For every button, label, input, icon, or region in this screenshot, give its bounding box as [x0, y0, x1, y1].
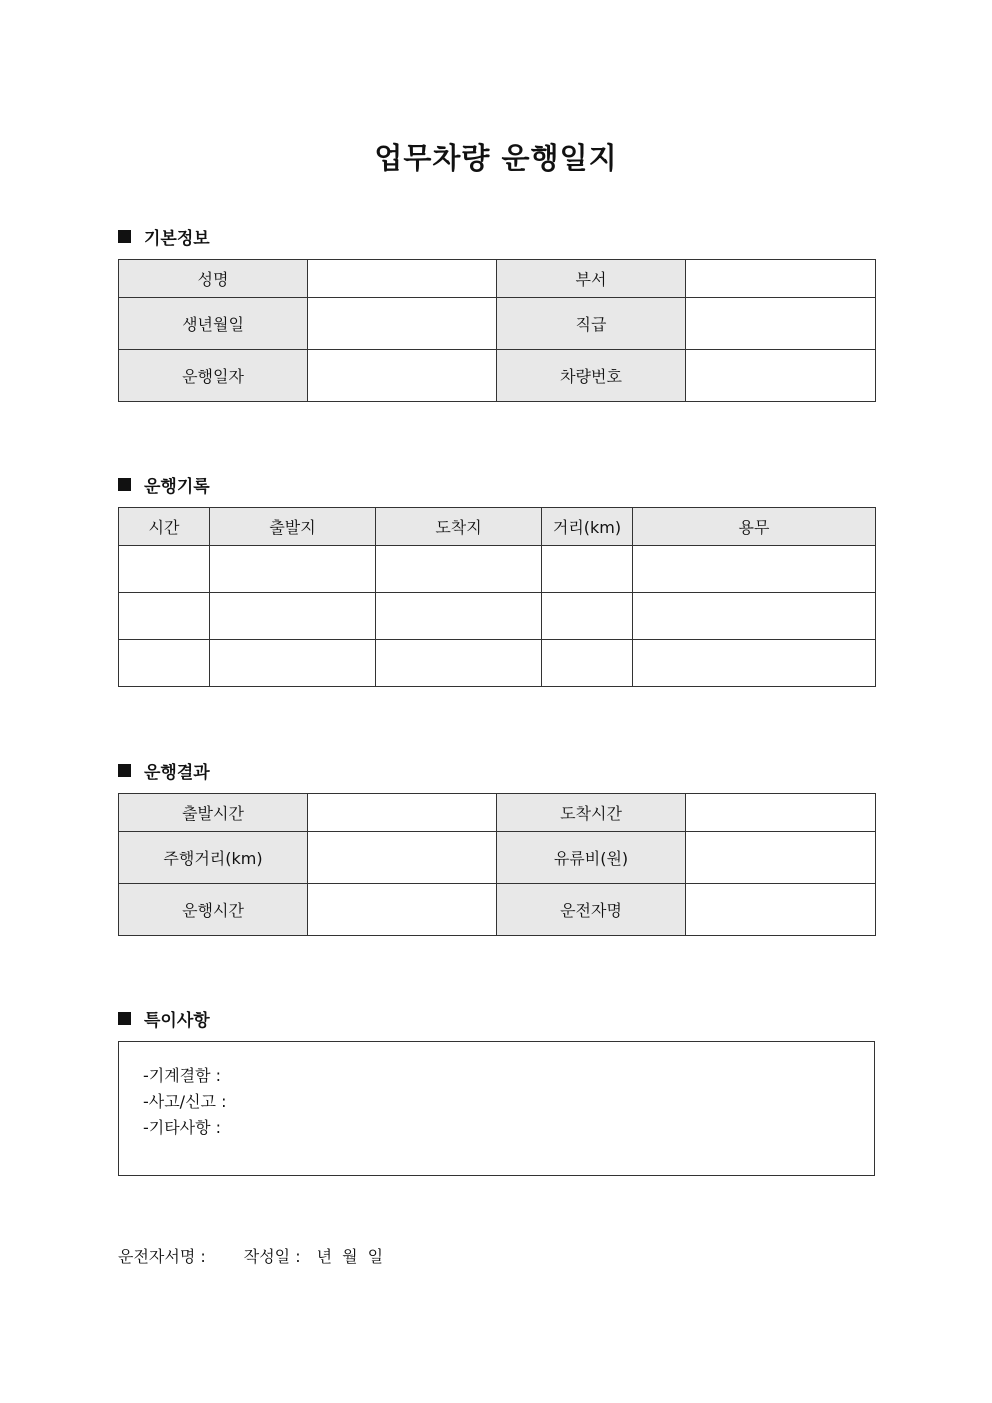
departure-time-field[interactable] — [308, 794, 497, 832]
mileage-field[interactable] — [308, 832, 497, 884]
department-label: 부서 — [497, 260, 686, 298]
purpose-cell[interactable] — [633, 593, 876, 640]
name-field[interactable] — [308, 260, 497, 298]
arrival-time-label: 도착시간 — [497, 794, 686, 832]
table-row — [119, 640, 876, 687]
fuel-cost-label: 유류비(원) — [497, 832, 686, 884]
distance-cell[interactable] — [542, 546, 633, 593]
fuel-cost-field[interactable] — [686, 832, 876, 884]
square-bullet-icon — [118, 1012, 131, 1025]
position-field[interactable] — [686, 298, 876, 350]
month-label: 월 — [342, 1247, 358, 1266]
driver-name-field[interactable] — [686, 884, 876, 936]
footer — [118, 1244, 383, 1267]
remark-other: -기타사항 : — [143, 1118, 222, 1137]
column-header-time: 시간 — [119, 508, 210, 546]
time-cell[interactable] — [119, 640, 210, 687]
day-label: 일 — [367, 1247, 384, 1266]
distance-cell[interactable] — [542, 593, 633, 640]
departure-cell[interactable] — [210, 546, 376, 593]
basic-info-table — [118, 259, 876, 402]
basic-info-heading — [118, 224, 210, 249]
destination-cell[interactable] — [376, 546, 542, 593]
page-title: 업무차량 운행일지 — [374, 141, 618, 175]
destination-cell[interactable] — [376, 640, 542, 687]
drive-result-heading-text: 운행결과 — [144, 763, 210, 783]
drive-log-heading-text: 운행기록 — [144, 477, 210, 497]
square-bullet-icon — [118, 230, 131, 243]
name-label: 성명 — [119, 260, 308, 298]
birthdate-label: 생년월일 — [119, 298, 308, 350]
column-header-distance: 거리(km) — [542, 508, 633, 546]
drive-date-label: 운행일자 — [119, 350, 308, 402]
mileage-label: 주행거리(km) — [119, 832, 308, 884]
remark-accident-report: -사고/신고 : — [143, 1092, 227, 1111]
square-bullet-icon — [118, 764, 131, 777]
position-label: 직급 — [497, 298, 686, 350]
vehicle-number-label: 차량번호 — [497, 350, 686, 402]
remarks-heading — [118, 1006, 210, 1031]
departure-cell[interactable] — [210, 593, 376, 640]
table-row — [119, 546, 876, 593]
arrival-time-field[interactable] — [686, 794, 876, 832]
departure-time-label: 출발시간 — [119, 794, 308, 832]
signature-label: 운전자서명 : — [118, 1247, 206, 1266]
column-header-purpose: 용무 — [633, 508, 876, 546]
year-label: 년 — [316, 1247, 333, 1266]
column-header-departure: 출발지 — [210, 508, 376, 546]
birthdate-field[interactable] — [308, 298, 497, 350]
time-cell[interactable] — [119, 546, 210, 593]
remarks-box[interactable] — [118, 1041, 875, 1176]
departure-cell[interactable] — [210, 640, 376, 687]
drive-date-field[interactable] — [308, 350, 497, 402]
destination-cell[interactable] — [376, 593, 542, 640]
purpose-cell[interactable] — [633, 546, 876, 593]
vehicle-number-field[interactable] — [686, 350, 876, 402]
drive-time-field[interactable] — [308, 884, 497, 936]
drive-result-table — [118, 793, 876, 936]
remarks-heading-text: 특이사항 — [144, 1011, 210, 1031]
department-field[interactable] — [686, 260, 876, 298]
driver-name-label: 운전자명 — [497, 884, 686, 936]
drive-log-table — [118, 507, 876, 687]
basic-info-heading-text: 기본정보 — [144, 229, 210, 249]
column-header-destination: 도착지 — [376, 508, 542, 546]
drive-log-heading — [118, 472, 210, 497]
table-row — [119, 593, 876, 640]
drive-time-label: 운행시간 — [119, 884, 308, 936]
purpose-cell[interactable] — [633, 640, 876, 687]
remark-mechanical-defect: -기계결함 : — [143, 1066, 222, 1085]
time-cell[interactable] — [119, 593, 210, 640]
drive-result-heading — [118, 758, 210, 783]
square-bullet-icon — [118, 478, 131, 491]
date-label: 작성일 : — [243, 1247, 301, 1266]
distance-cell[interactable] — [542, 640, 633, 687]
